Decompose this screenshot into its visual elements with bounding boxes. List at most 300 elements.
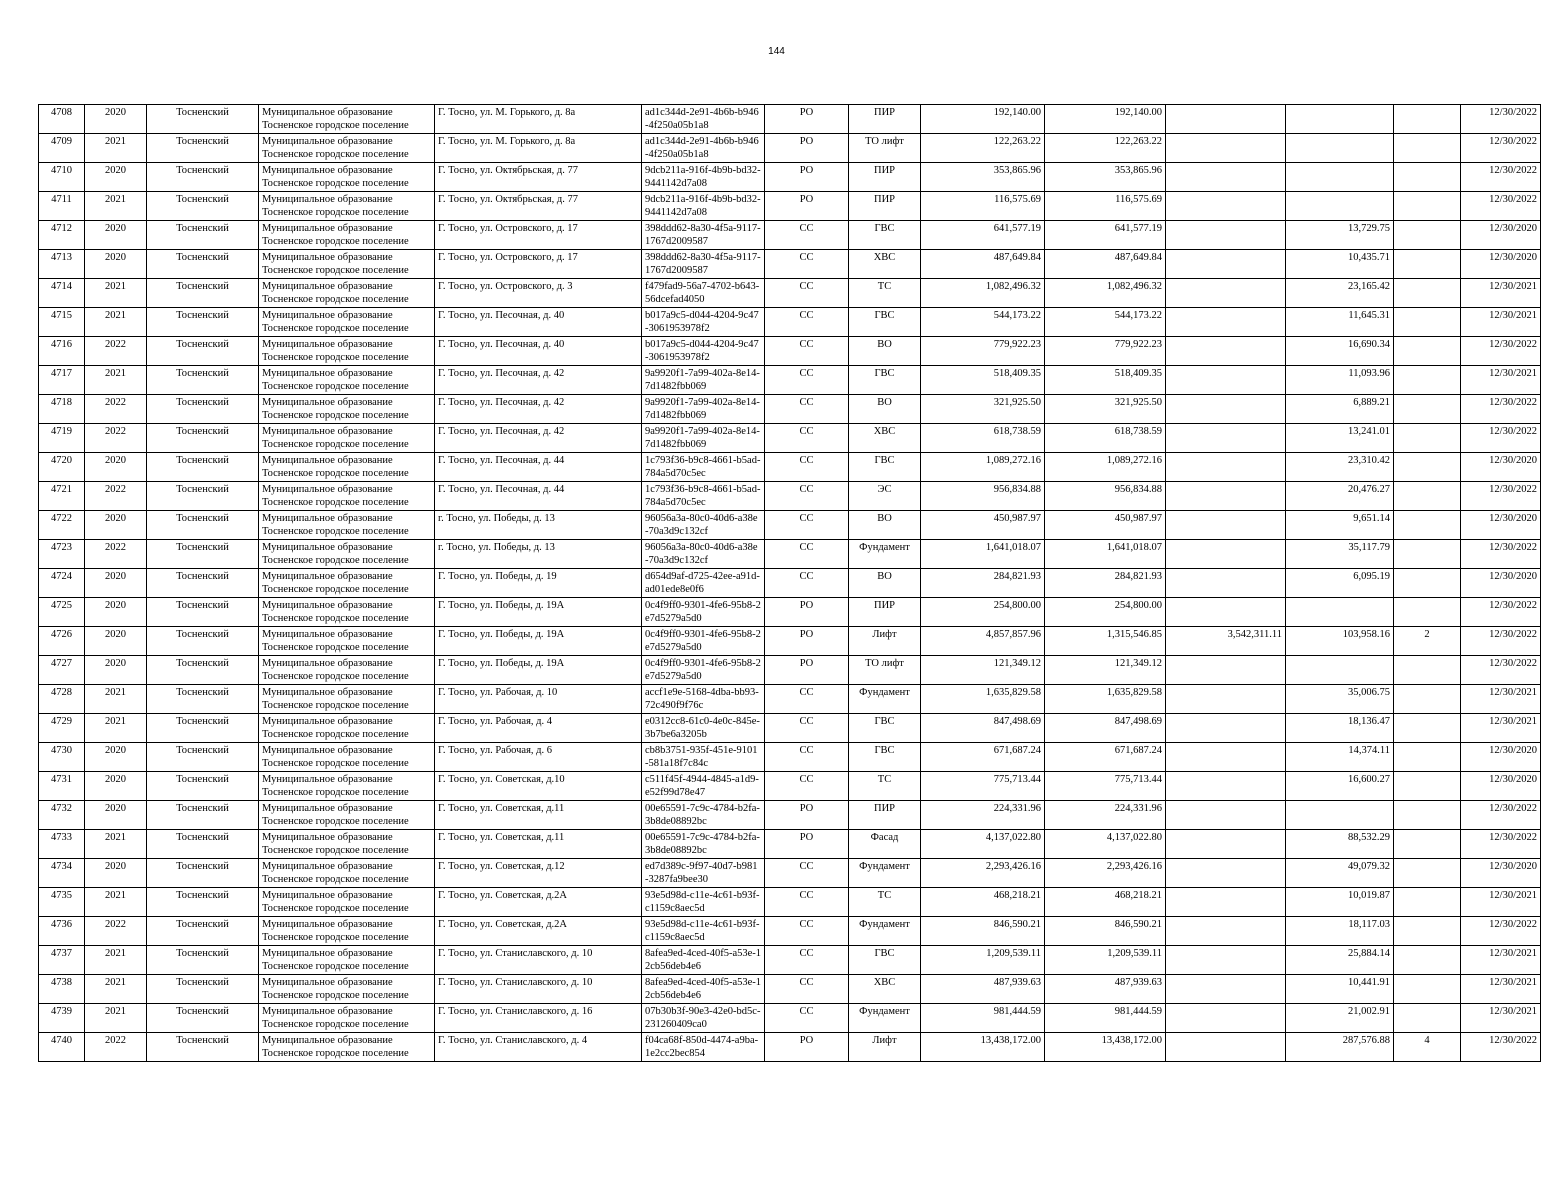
cell-sum-total: 353,865.96 [921, 163, 1045, 192]
cell-year: 2021 [85, 946, 147, 975]
cell-guid: 8afea9ed-4ced-40f5-a53e-12cb56deb4e6 [642, 975, 765, 1004]
cell-year: 2022 [85, 1033, 147, 1062]
cell-address: Г. Тосно, ул. Победы, д. 19А [435, 598, 642, 627]
cell-district: Тосненский [147, 714, 259, 743]
table-body [39, 105, 1541, 1062]
cell-district: Тосненский [147, 163, 259, 192]
cell-org: СС [765, 221, 849, 250]
cell-address: Г. Тосно, ул. Песочная, д. 44 [435, 453, 642, 482]
cell-date: 12/30/2021 [1461, 366, 1541, 395]
cell-municipality [259, 424, 435, 453]
table-row [39, 888, 1541, 917]
cell-year: 2020 [85, 627, 147, 656]
cell-count [1394, 279, 1461, 308]
cell-sum-3 [1166, 337, 1286, 366]
cell-guid: 0c4f9ff0-9301-4fe6-95b8-2e7d5279a5d0 [642, 598, 765, 627]
cell-district: Тосненский [147, 975, 259, 1004]
municipality-line-2: Тосненское городское поселение [262, 294, 409, 306]
cell-municipality [259, 1004, 435, 1033]
cell-date: 12/30/2022 [1461, 395, 1541, 424]
cell-municipality [259, 772, 435, 801]
cell-sum-4: 14,374.11 [1286, 743, 1394, 772]
municipality-line-1: Муниципальное образование [262, 397, 393, 408]
municipality-line-1: Муниципальное образование [262, 368, 393, 379]
cell-org: СС [765, 279, 849, 308]
cell-sum-4: 20,476.27 [1286, 482, 1394, 511]
cell-guid: cb8b3751-935f-451e-9101-581a18f7c84c [642, 743, 765, 772]
cell-row-number: 4716 [39, 337, 85, 366]
cell-guid: ed7d389c-9f97-40d7-b981-3287fa9bee30 [642, 859, 765, 888]
cell-sum-total: 254,800.00 [921, 598, 1045, 627]
cell-sum-total: 284,821.93 [921, 569, 1045, 598]
municipality-line-1: Муниципальное образование [262, 803, 393, 814]
cell-guid: 93e5d98d-c11e-4c61-b93f-c1159c8aec5d [642, 888, 765, 917]
cell-count [1394, 395, 1461, 424]
cell-sum-4: 25,884.14 [1286, 946, 1394, 975]
cell-row-number: 4709 [39, 134, 85, 163]
cell-org: СС [765, 743, 849, 772]
cell-count [1394, 308, 1461, 337]
cell-date: 12/30/2020 [1461, 221, 1541, 250]
cell-sum-4: 18,136.47 [1286, 714, 1394, 743]
cell-work-type: ТО лифт [849, 656, 921, 685]
cell-sum-3 [1166, 424, 1286, 453]
cell-year: 2021 [85, 279, 147, 308]
cell-org: СС [765, 511, 849, 540]
municipality-line-2: Тосненское городское поселение [262, 526, 409, 538]
cell-sum-2: 284,821.93 [1045, 569, 1166, 598]
cell-row-number: 4733 [39, 830, 85, 859]
cell-sum-3 [1166, 946, 1286, 975]
cell-district: Тосненский [147, 656, 259, 685]
cell-district: Тосненский [147, 859, 259, 888]
municipality-line-1: Муниципальное образование [262, 455, 393, 466]
cell-guid: ad1c344d-2e91-4b6b-b946-4f250a05b1a8 [642, 105, 765, 134]
table-row [39, 192, 1541, 221]
cell-row-number: 4720 [39, 453, 85, 482]
cell-district: Тосненский [147, 569, 259, 598]
cell-org: СС [765, 366, 849, 395]
cell-work-type: ГВС [849, 221, 921, 250]
cell-guid: e0312cc8-61c0-4e0c-845e-3b7be6a3205b [642, 714, 765, 743]
cell-count [1394, 163, 1461, 192]
cell-address: Г. Тосно, ул. Советская, д.2А [435, 917, 642, 946]
table-row [39, 714, 1541, 743]
cell-date: 12/30/2021 [1461, 1004, 1541, 1033]
cell-date: 12/30/2020 [1461, 569, 1541, 598]
cell-municipality [259, 656, 435, 685]
cell-work-type: Фундамент [849, 859, 921, 888]
cell-municipality [259, 830, 435, 859]
cell-row-number: 4738 [39, 975, 85, 1004]
cell-year: 2022 [85, 424, 147, 453]
cell-year: 2020 [85, 453, 147, 482]
municipality-line-2: Тосненское городское поселение [262, 236, 409, 248]
cell-sum-4: 10,019.87 [1286, 888, 1394, 917]
cell-sum-4: 88,532.29 [1286, 830, 1394, 859]
cell-municipality [259, 801, 435, 830]
cell-sum-3 [1166, 888, 1286, 917]
cell-org: СС [765, 859, 849, 888]
table-row [39, 482, 1541, 511]
municipality-line-2: Тосненское городское поселение [262, 120, 409, 132]
cell-sum-3 [1166, 395, 1286, 424]
cell-row-number: 4729 [39, 714, 85, 743]
municipality-line-1: Муниципальное образование [262, 774, 393, 785]
table-row [39, 1033, 1541, 1062]
cell-guid: 398ddd62-8a30-4f5a-9117-1767d2009587 [642, 221, 765, 250]
cell-municipality [259, 714, 435, 743]
cell-work-type: ТС [849, 279, 921, 308]
table-row [39, 134, 1541, 163]
cell-address: Г. Тосно, ул. Станиславского, д. 10 [435, 946, 642, 975]
cell-address: Г. Тосно, ул. Станиславского, д. 16 [435, 1004, 642, 1033]
cell-year: 2020 [85, 105, 147, 134]
cell-sum-4 [1286, 598, 1394, 627]
data-table [38, 104, 1541, 1062]
cell-district: Тосненский [147, 250, 259, 279]
cell-year: 2020 [85, 801, 147, 830]
cell-municipality [259, 134, 435, 163]
cell-date: 12/30/2020 [1461, 859, 1541, 888]
cell-sum-3 [1166, 134, 1286, 163]
table-row [39, 250, 1541, 279]
cell-work-type: ГВС [849, 453, 921, 482]
cell-address: Г. Тосно, ул. Советская, д.10 [435, 772, 642, 801]
cell-sum-total: 618,738.59 [921, 424, 1045, 453]
cell-count [1394, 569, 1461, 598]
cell-sum-2: 13,438,172.00 [1045, 1033, 1166, 1062]
cell-sum-3 [1166, 366, 1286, 395]
cell-year: 2022 [85, 540, 147, 569]
cell-count [1394, 1004, 1461, 1033]
cell-sum-4: 16,600.27 [1286, 772, 1394, 801]
cell-org: РО [765, 801, 849, 830]
cell-sum-2: 956,834.88 [1045, 482, 1166, 511]
table-row [39, 975, 1541, 1004]
cell-org: СС [765, 772, 849, 801]
cell-guid: 96056a3a-80c0-40d6-a38e-70a3d9c132cf [642, 511, 765, 540]
cell-sum-3: 3,542,311.11 [1166, 627, 1286, 656]
table-row [39, 221, 1541, 250]
cell-org: СС [765, 540, 849, 569]
cell-work-type: ГВС [849, 366, 921, 395]
cell-sum-3 [1166, 279, 1286, 308]
cell-count [1394, 888, 1461, 917]
cell-row-number: 4715 [39, 308, 85, 337]
cell-sum-3 [1166, 1033, 1286, 1062]
cell-sum-3 [1166, 830, 1286, 859]
municipality-line-2: Тосненское городское поселение [262, 584, 409, 596]
cell-district: Тосненский [147, 888, 259, 917]
cell-row-number: 4718 [39, 395, 85, 424]
cell-municipality [259, 250, 435, 279]
cell-sum-3 [1166, 453, 1286, 482]
cell-district: Тосненский [147, 627, 259, 656]
cell-year: 2021 [85, 714, 147, 743]
cell-count [1394, 134, 1461, 163]
cell-address: Г. Тосно, ул. Рабочая, д. 6 [435, 743, 642, 772]
municipality-line-1: Муниципальное образование [262, 223, 393, 234]
cell-date: 12/30/2021 [1461, 308, 1541, 337]
cell-year: 2020 [85, 656, 147, 685]
cell-row-number: 4727 [39, 656, 85, 685]
cell-work-type: ВО [849, 569, 921, 598]
cell-sum-total: 487,939.63 [921, 975, 1045, 1004]
cell-address: Г. Тосно, ул. Песочная, д. 42 [435, 424, 642, 453]
cell-address: Г. Тосно, ул. Островского, д. 3 [435, 279, 642, 308]
table-row [39, 424, 1541, 453]
cell-guid: 9a9920f1-7a99-402a-8e14-7d1482fbb069 [642, 424, 765, 453]
cell-date: 12/30/2022 [1461, 134, 1541, 163]
municipality-line-1: Муниципальное образование [262, 165, 393, 176]
cell-date: 12/30/2022 [1461, 482, 1541, 511]
cell-municipality [259, 917, 435, 946]
cell-sum-3 [1166, 192, 1286, 221]
cell-guid: 398ddd62-8a30-4f5a-9117-1767d2009587 [642, 250, 765, 279]
cell-org: РО [765, 830, 849, 859]
cell-sum-4: 6,095.19 [1286, 569, 1394, 598]
cell-address: Г. Тосно, ул. Песочная, д. 42 [435, 395, 642, 424]
cell-count [1394, 540, 1461, 569]
cell-sum-4: 49,079.32 [1286, 859, 1394, 888]
cell-district: Тосненский [147, 540, 259, 569]
cell-sum-2: 4,137,022.80 [1045, 830, 1166, 859]
cell-municipality [259, 105, 435, 134]
table-row [39, 917, 1541, 946]
cell-org: СС [765, 337, 849, 366]
table-row [39, 743, 1541, 772]
cell-sum-total: 775,713.44 [921, 772, 1045, 801]
cell-guid: c511f45f-4944-4845-a1d9-e52f99d78e47 [642, 772, 765, 801]
table-row [39, 395, 1541, 424]
cell-date: 12/30/2022 [1461, 540, 1541, 569]
cell-sum-4 [1286, 192, 1394, 221]
cell-date: 12/30/2022 [1461, 1033, 1541, 1062]
cell-sum-4: 23,310.42 [1286, 453, 1394, 482]
municipality-line-2: Тосненское городское поселение [262, 816, 409, 828]
table-row [39, 772, 1541, 801]
cell-count [1394, 772, 1461, 801]
cell-org: РО [765, 627, 849, 656]
cell-sum-4: 35,006.75 [1286, 685, 1394, 714]
table-row [39, 279, 1541, 308]
municipality-line-2: Тосненское городское поселение [262, 874, 409, 886]
cell-org: СС [765, 569, 849, 598]
cell-date: 12/30/2022 [1461, 424, 1541, 453]
cell-sum-3 [1166, 598, 1286, 627]
cell-work-type: Фундамент [849, 917, 921, 946]
cell-work-type: ТО лифт [849, 134, 921, 163]
cell-sum-total: 192,140.00 [921, 105, 1045, 134]
cell-org: СС [765, 917, 849, 946]
cell-guid: accf1e9e-5168-4dba-bb93-72c490f9f76c [642, 685, 765, 714]
cell-address: Г. Тосно, ул. Советская, д.2А [435, 888, 642, 917]
cell-sum-2: 1,082,496.32 [1045, 279, 1166, 308]
cell-date: 12/30/2022 [1461, 830, 1541, 859]
cell-date: 12/30/2021 [1461, 946, 1541, 975]
cell-sum-4 [1286, 105, 1394, 134]
cell-year: 2020 [85, 569, 147, 598]
cell-address: Г. Тосно, ул. М. Горького, д. 8а [435, 134, 642, 163]
table-row [39, 308, 1541, 337]
cell-district: Тосненский [147, 366, 259, 395]
cell-guid: d654d9af-d725-42ee-a91d-ad01ede8e0f6 [642, 569, 765, 598]
cell-sum-2: 487,939.63 [1045, 975, 1166, 1004]
cell-sum-2: 671,687.24 [1045, 743, 1166, 772]
cell-sum-4: 10,441.91 [1286, 975, 1394, 1004]
cell-date: 12/30/2020 [1461, 743, 1541, 772]
cell-district: Тосненский [147, 743, 259, 772]
cell-sum-4: 287,576.88 [1286, 1033, 1394, 1062]
cell-work-type: ПИР [849, 598, 921, 627]
table-row [39, 598, 1541, 627]
cell-sum-3 [1166, 743, 1286, 772]
cell-row-number: 4724 [39, 569, 85, 598]
cell-date: 12/30/2022 [1461, 337, 1541, 366]
cell-sum-total: 4,137,022.80 [921, 830, 1045, 859]
cell-guid: b017a9c5-d044-4204-9c47-3061953978f2 [642, 337, 765, 366]
cell-sum-total: 4,857,857.96 [921, 627, 1045, 656]
cell-year: 2020 [85, 598, 147, 627]
municipality-line-1: Муниципальное образование [262, 890, 393, 901]
table-row [39, 511, 1541, 540]
municipality-line-1: Муниципальное образование [262, 513, 393, 524]
cell-row-number: 4723 [39, 540, 85, 569]
municipality-line-2: Тосненское городское поселение [262, 729, 409, 741]
cell-sum-total: 1,082,496.32 [921, 279, 1045, 308]
municipality-line-2: Тосненское городское поселение [262, 642, 409, 654]
cell-municipality [259, 743, 435, 772]
cell-count [1394, 743, 1461, 772]
cell-municipality [259, 888, 435, 917]
cell-date: 12/30/2021 [1461, 975, 1541, 1004]
cell-row-number: 4714 [39, 279, 85, 308]
cell-address: Г. Тосно, ул. М. Горького, д. 8а [435, 105, 642, 134]
cell-year: 2020 [85, 743, 147, 772]
cell-count [1394, 250, 1461, 279]
cell-date: 12/30/2022 [1461, 105, 1541, 134]
cell-org: РО [765, 134, 849, 163]
municipality-line-1: Муниципальное образование [262, 629, 393, 640]
municipality-line-2: Тосненское городское поселение [262, 439, 409, 451]
cell-count [1394, 424, 1461, 453]
cell-address: Г. Тосно, ул. Песочная, д. 40 [435, 308, 642, 337]
cell-row-number: 4722 [39, 511, 85, 540]
cell-district: Тосненский [147, 1033, 259, 1062]
cell-sum-3 [1166, 859, 1286, 888]
cell-sum-2: 1,635,829.58 [1045, 685, 1166, 714]
municipality-line-2: Тосненское городское поселение [262, 903, 409, 915]
cell-district: Тосненский [147, 105, 259, 134]
municipality-line-2: Тосненское городское поселение [262, 497, 409, 509]
cell-row-number: 4711 [39, 192, 85, 221]
cell-guid: 96056a3a-80c0-40d6-a38e-70a3d9c132cf [642, 540, 765, 569]
municipality-line-1: Муниципальное образование [262, 426, 393, 437]
cell-year: 2021 [85, 685, 147, 714]
table-row [39, 946, 1541, 975]
municipality-line-2: Тосненское городское поселение [262, 1048, 409, 1060]
table-row [39, 105, 1541, 134]
cell-sum-total: 1,089,272.16 [921, 453, 1045, 482]
cell-district: Тосненский [147, 453, 259, 482]
cell-municipality [259, 163, 435, 192]
municipality-line-1: Муниципальное образование [262, 600, 393, 611]
cell-date: 12/30/2022 [1461, 656, 1541, 685]
cell-sum-4 [1286, 801, 1394, 830]
cell-work-type: ПИР [849, 192, 921, 221]
cell-sum-2: 192,140.00 [1045, 105, 1166, 134]
cell-count [1394, 859, 1461, 888]
cell-sum-3 [1166, 975, 1286, 1004]
table-row [39, 163, 1541, 192]
cell-sum-3 [1166, 511, 1286, 540]
cell-year: 2021 [85, 366, 147, 395]
municipality-line-1: Муниципальное образование [262, 919, 393, 930]
municipality-line-1: Муниципальное образование [262, 194, 393, 205]
cell-date: 12/30/2021 [1461, 685, 1541, 714]
cell-work-type: ТС [849, 888, 921, 917]
cell-guid: 00e65591-7c9c-4784-b2fa-3b8de08892bc [642, 801, 765, 830]
cell-sum-2: 321,925.50 [1045, 395, 1166, 424]
cell-year: 2021 [85, 975, 147, 1004]
municipality-line-2: Тосненское городское поселение [262, 410, 409, 422]
cell-sum-2: 779,922.23 [1045, 337, 1166, 366]
cell-sum-3 [1166, 917, 1286, 946]
cell-row-number: 4717 [39, 366, 85, 395]
cell-address: Г. Тосно, ул. Островского, д. 17 [435, 250, 642, 279]
cell-work-type: ВО [849, 395, 921, 424]
cell-work-type: Фундамент [849, 685, 921, 714]
cell-count [1394, 598, 1461, 627]
cell-sum-2: 468,218.21 [1045, 888, 1166, 917]
cell-work-type: ГВС [849, 743, 921, 772]
cell-count [1394, 366, 1461, 395]
cell-guid: f479fad9-56a7-4702-b643-56dcefad4050 [642, 279, 765, 308]
cell-district: Тосненский [147, 801, 259, 830]
cell-row-number: 4736 [39, 917, 85, 946]
cell-sum-4: 6,889.21 [1286, 395, 1394, 424]
cell-guid: 9a9920f1-7a99-402a-8e14-7d1482fbb069 [642, 366, 765, 395]
cell-org: РО [765, 192, 849, 221]
table-row [39, 859, 1541, 888]
cell-sum-4: 11,093.96 [1286, 366, 1394, 395]
cell-district: Тосненский [147, 192, 259, 221]
cell-year: 2020 [85, 772, 147, 801]
cell-date: 12/30/2020 [1461, 772, 1541, 801]
cell-row-number: 4732 [39, 801, 85, 830]
cell-sum-total: 1,635,829.58 [921, 685, 1045, 714]
cell-guid: 93e5d98d-c11e-4c61-b93f-c1159c8aec5d [642, 917, 765, 946]
cell-sum-4 [1286, 134, 1394, 163]
cell-sum-total: 2,293,426.16 [921, 859, 1045, 888]
cell-municipality [259, 946, 435, 975]
cell-sum-4: 13,729.75 [1286, 221, 1394, 250]
cell-count [1394, 656, 1461, 685]
cell-sum-4: 35,117.79 [1286, 540, 1394, 569]
cell-sum-total: 1,641,018.07 [921, 540, 1045, 569]
municipality-line-2: Тосненское городское поселение [262, 468, 409, 480]
cell-org: РО [765, 1033, 849, 1062]
cell-sum-4: 10,435.71 [1286, 250, 1394, 279]
cell-sum-total: 13,438,172.00 [921, 1033, 1045, 1062]
cell-date: 12/30/2022 [1461, 801, 1541, 830]
cell-sum-2: 1,209,539.11 [1045, 946, 1166, 975]
cell-org: СС [765, 308, 849, 337]
municipality-line-2: Тосненское городское поселение [262, 671, 409, 683]
cell-guid: 1c793f36-b9c8-4661-b5ad-784a5d70c5ec [642, 482, 765, 511]
cell-district: Тосненский [147, 337, 259, 366]
